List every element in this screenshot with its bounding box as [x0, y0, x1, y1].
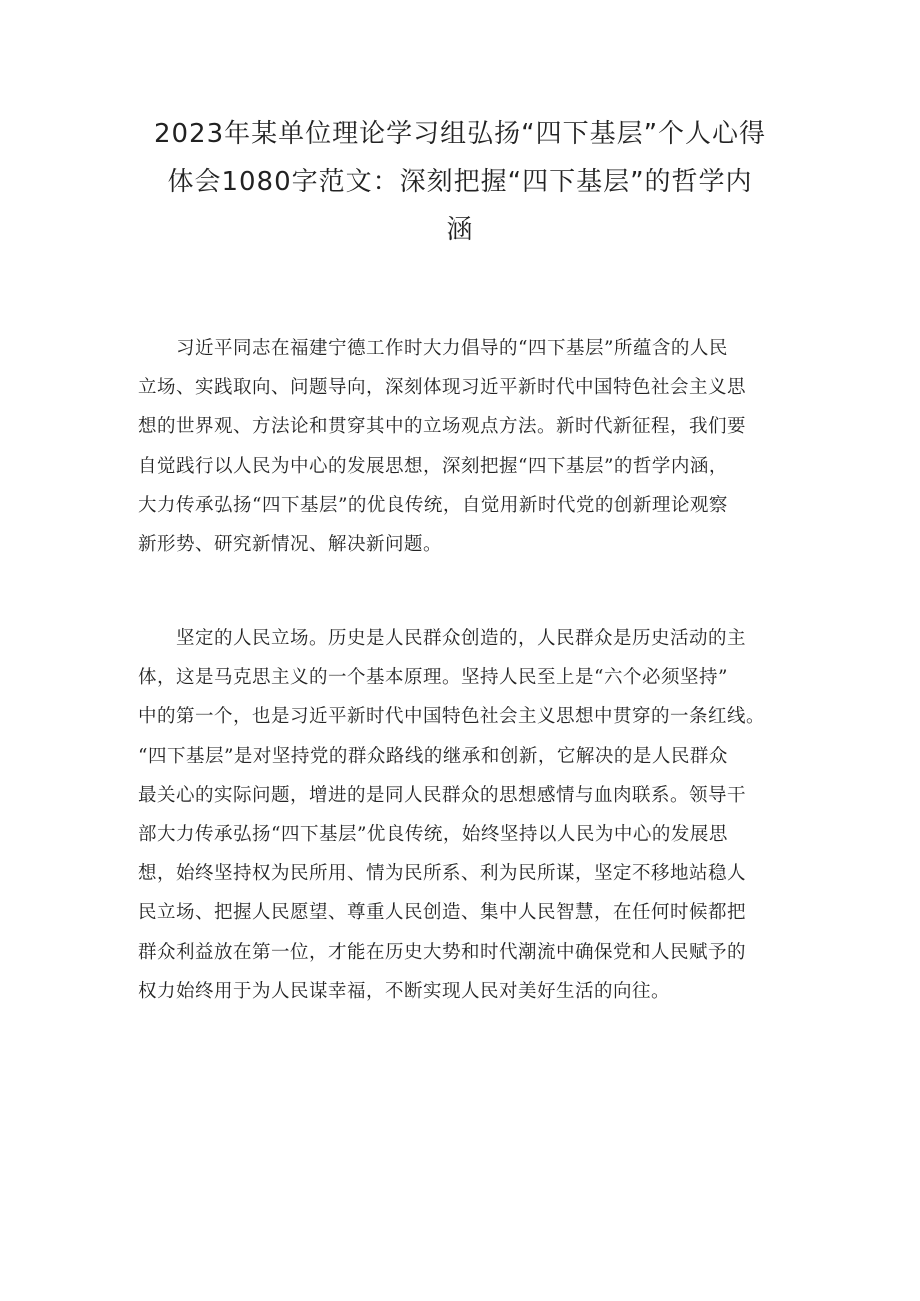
paragraph-line: 民立场、把握人民愿望、尊重人民创造、集中人民智慧，在任何时候都把: [138, 902, 747, 924]
paragraph-line: 部大力传承弘扬“四下基层”优良传统，始终坚持以人民为中心的发展思: [138, 824, 728, 846]
title-line: 2023年某单位理论学习组弘扬“四下基层”个人心得: [153, 119, 767, 149]
paragraph-line: 群众利益放在第一位，才能在历史大势和时代潮流中确保党和人民赋予的: [138, 941, 747, 963]
title-line: 涵: [446, 215, 474, 245]
paragraph-line: 立场、实践取向、问题导向，深刻体现习近平新时代中国特色社会主义思: [138, 377, 747, 399]
document-title: [110, 110, 810, 254]
paragraph-line: 习近平同志在福建宁德工作时大力倡导的“四下基层”所蕴含的人民: [176, 338, 728, 359]
paragraph-line: 大力传承弘扬“四下基层”的优良传统，自觉用新时代党的创新理论观察: [138, 494, 728, 516]
paragraph-line: 中的第一个，也是习近平新时代中国特色社会主义思想中贯穿的一条红线。: [138, 706, 766, 728]
paragraph-people-stance: [138, 619, 786, 1011]
paragraph-line: 体，这是马克思主义的一个基本原理。坚持人民至上是“六个必须坚持”: [138, 667, 728, 689]
paragraph-line: 最关心的实际问题，增进的是同人民群众的思想感情与血肉联系。领导干: [138, 784, 747, 806]
paragraph-line: “四下基层”是对坚持党的群众路线的继承和创新，它解决的是人民群众: [138, 745, 728, 767]
paragraph-line: 坚定的人民立场。历史是人民群众创造的，人民群众是历史活动的主: [176, 628, 747, 649]
paragraph-line: 想，始终坚持权为民所用、情为民所系、利为民所谋，坚定不移地站稳人: [138, 863, 747, 885]
paragraph-line: 想的世界观、方法论和贯穿其中的立场观点方法。新时代新征程，我们要: [138, 416, 747, 438]
paragraph-line: 新形势、研究新情况、解决新问题。: [138, 534, 443, 556]
paragraph-line: 权力始终用于为人民谋幸福，不断实现人民对美好生活的向往。: [138, 980, 671, 1002]
title-line: 体会1080字范文：深刻把握“四下基层”的哲学内: [167, 167, 753, 197]
paragraph-line: 自觉践行以人民为中心的发展思想，深刻把握“四下基层”的哲学内涵，: [138, 455, 728, 477]
paragraph-intro: [138, 329, 786, 564]
